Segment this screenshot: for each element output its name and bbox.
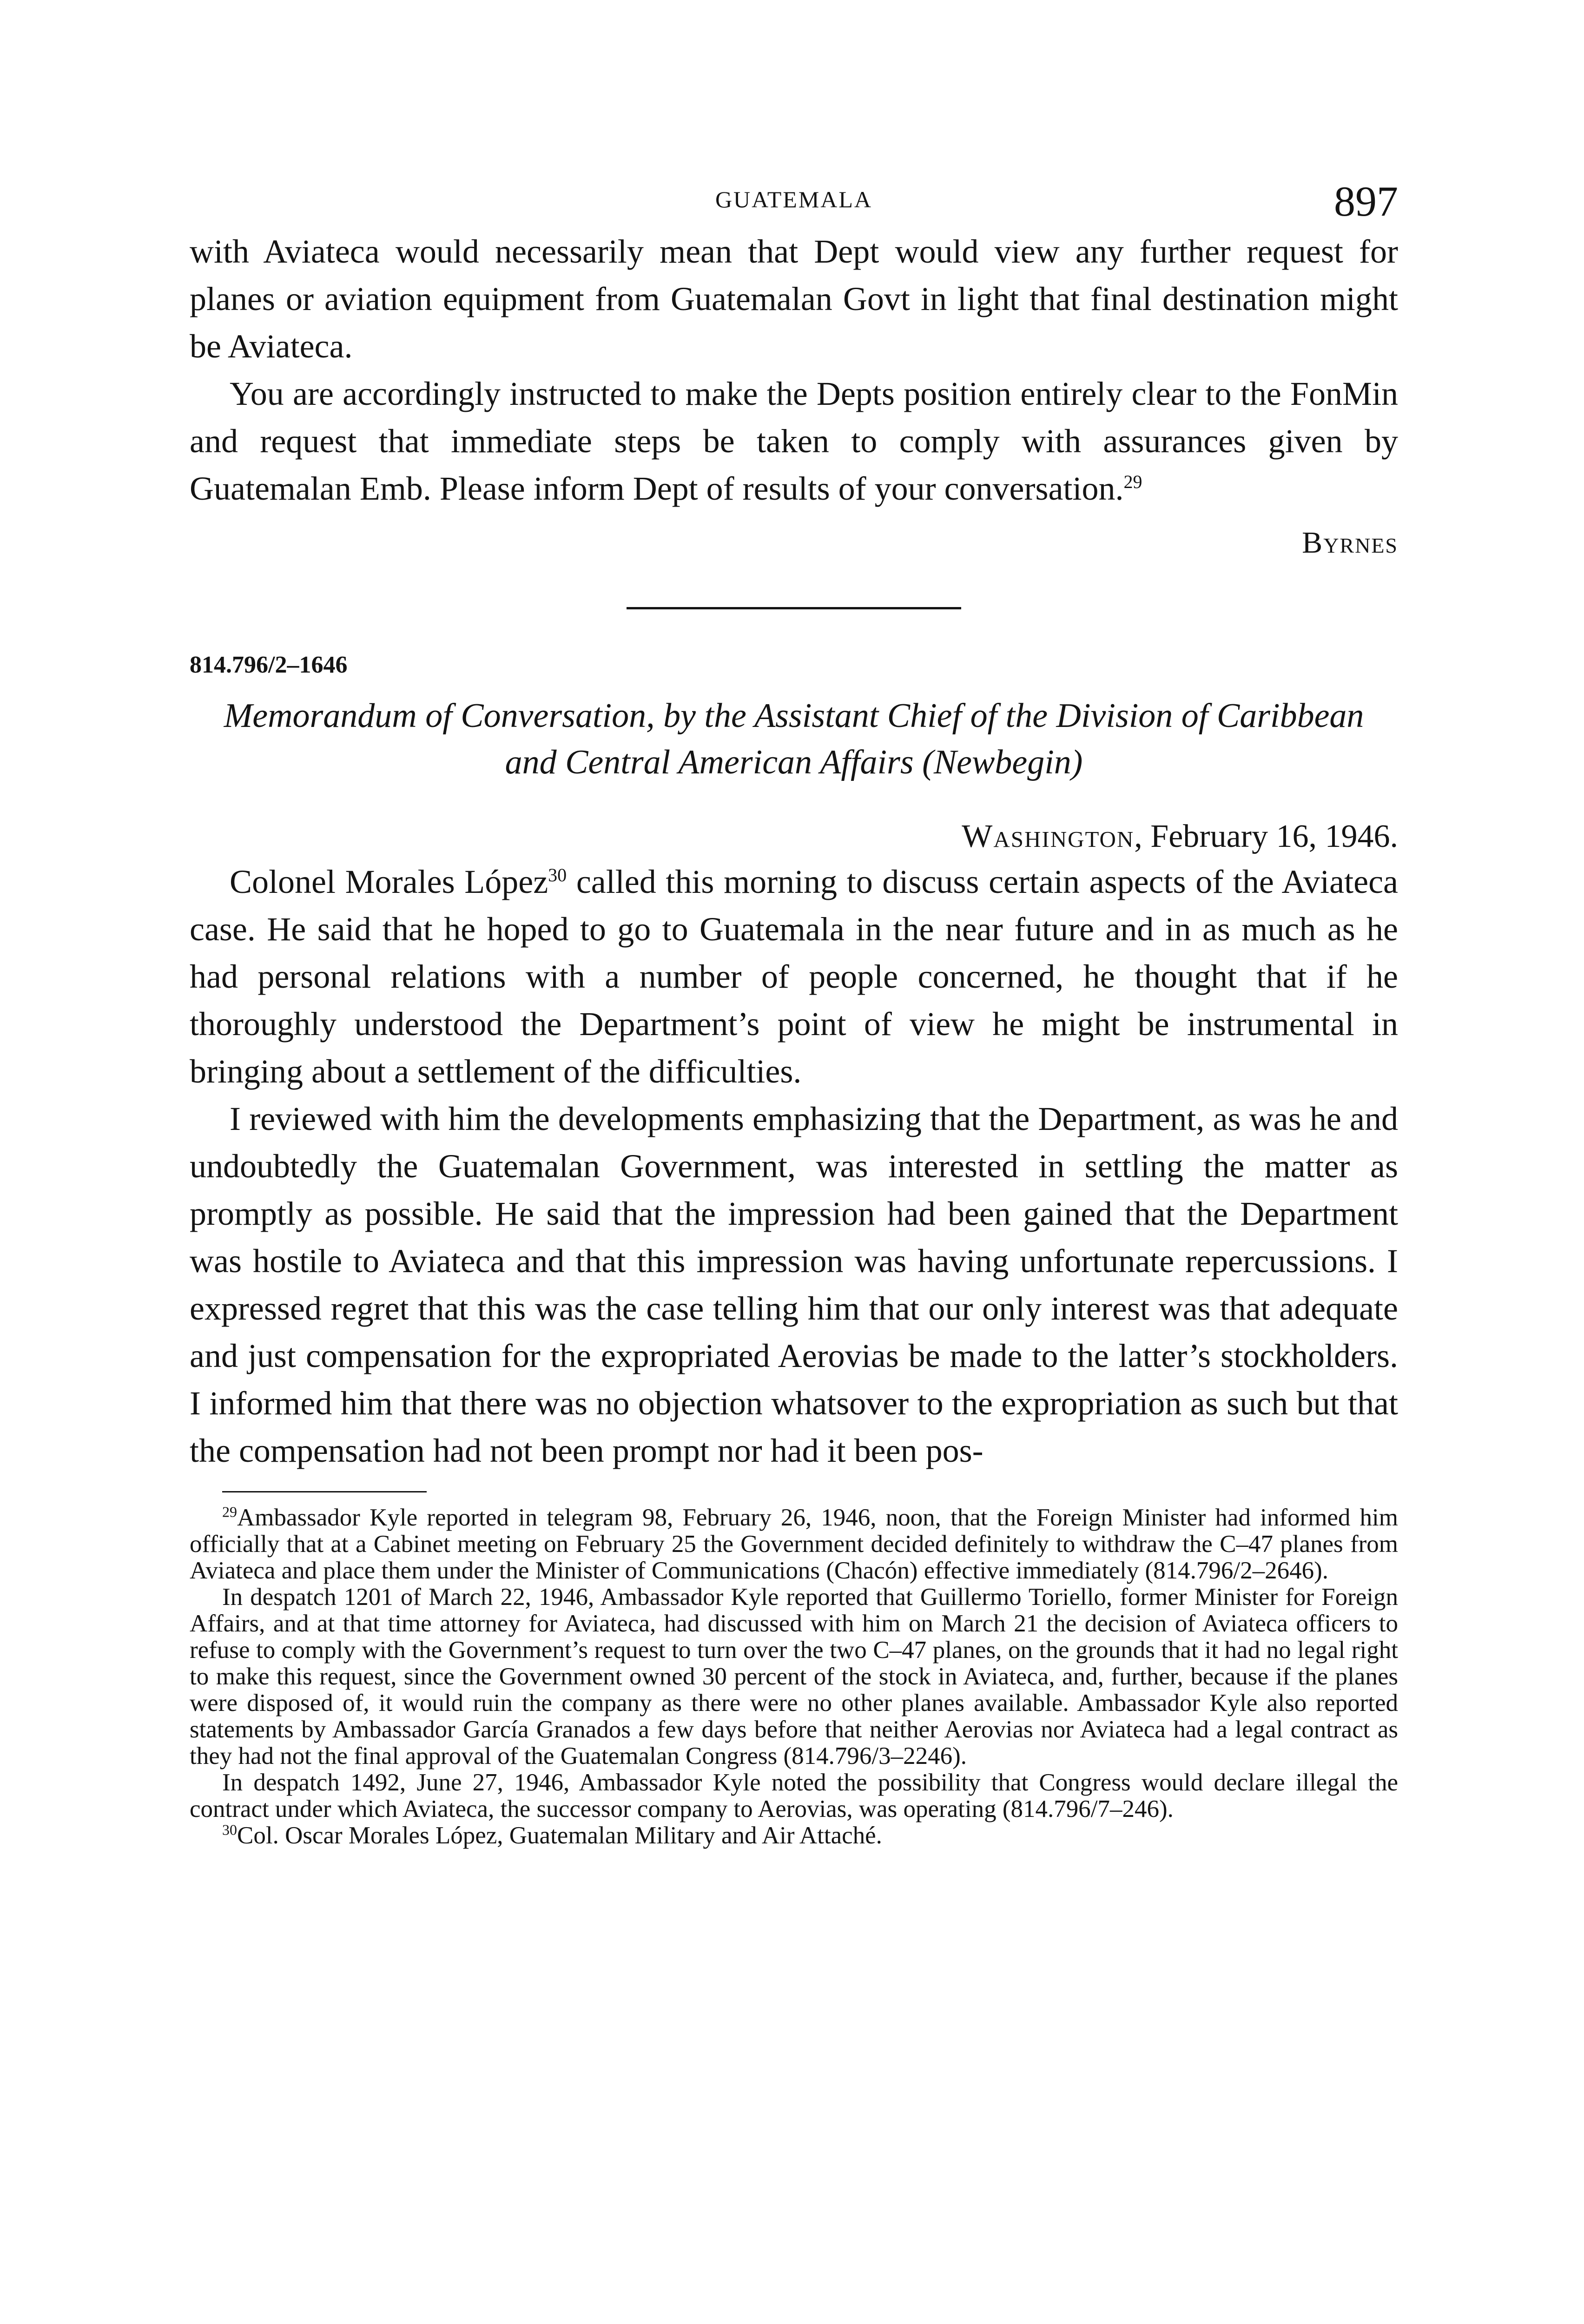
footnote-29-continued: In despatch 1492, June 27, 1946, Ambassador Kyle noted the possibility that Congress would declare illegal the contract under which Aviateca, the successor company to Aerovias, was operating (814.796/7–246). — [190, 1769, 1398, 1822]
page-number: 897 — [1334, 178, 1398, 225]
footnote-marker: 29 — [222, 1503, 237, 1520]
dateline-date: , February 16, 1946. — [1134, 819, 1398, 854]
running-head: GUATEMALA — [715, 186, 873, 212]
file-number: 814.796/2–1646 — [190, 652, 348, 678]
footnote-text: Col. Oscar Morales López, Guatemalan Military and Air Attaché. — [237, 1822, 882, 1849]
memo-body — [190, 858, 1398, 1474]
footnote-marker: 30 — [222, 1821, 237, 1838]
paragraph — [190, 370, 1398, 512]
paragraph: I reviewed with him the developments emphasizing that the Department, as was he and undoubtedly the Guatemalan Government, was interested in settling the matter as promptly as possible. He said that the impression had been gained that the Department was hostile to Aviateca and that this impression was having unfortunate repercussions. I expressed regret that this was the case telling him that our only interest was that adequate and just compensation for the expropriated Aerovias be made to the latter’s stockholders. I informed him that there was no objection whatsover to the expropriation as such but that the compensation had not been prompt nor had it been pos- — [190, 1100, 1398, 1469]
dateline — [190, 818, 1398, 855]
footnote-rule — [222, 1491, 427, 1492]
paragraph-text: called this morning to discuss certain aspects of the Aviateca case. He said that he hoped to go to Guatemala in the near future and in as much as he had personal relations with a number of people concerned, he thought that if he thoroughly understood the Department’s point of view he might be instrumental in bringing about a settlement of the difficulties. — [190, 863, 1398, 1090]
footnotes — [190, 1505, 1398, 1849]
section-divider — [627, 607, 961, 609]
document-page — [190, 177, 1398, 1849]
footnote-text: Ambassador Kyle reported in telegram 98, February 26, 1946, noon, that the Foreign Minister had informed him officially that at a Cabinet meeting on February 25 the Government decided definitely to withdraw the C–47 planes from Aviateca and place them under the Minister of Communications (Chacón) effective immediately (814.796/2–2646). — [190, 1504, 1398, 1584]
footnote-ref: 29 — [1123, 471, 1142, 492]
paragraph-text: Colonel Morales López — [230, 863, 548, 900]
footnote-29 — [190, 1505, 1398, 1584]
footnote-ref: 30 — [548, 865, 567, 885]
signature: Byrnes — [1302, 526, 1398, 560]
footnote-29-continued: In despatch 1201 of March 22, 1946, Ambassador Kyle reported that Guillermo Toriello, former Minister for Foreign Affairs, and at that time attorney for Aviateca, had discussed with him on March 21 the decision of Aviateca officers to refuse to comply with the Government’s request to turn over the two C–47 planes, on the grounds that it had no legal right to make this request, since the Government owned 30 percent of the stock in Aviateca, and, further, because if the planes were disposed of, it would ruin the company as there were no other planes available. Ambassador Kyle also reported statements by Ambassador García Granados a few days before that neither Aerovias nor Aviateca had a legal contract as they had not the final approval of the Guatemalan Congress (814.796/3–2246). — [190, 1584, 1398, 1769]
paragraph — [190, 858, 1398, 1095]
footnote-30 — [190, 1822, 1398, 1849]
document-title: Memorandum of Conversation, by the Assistant Chief of the Division of Caribbean and Central American Affairs (Newbegin) — [224, 697, 1364, 781]
dateline-place: Washington — [962, 819, 1135, 854]
paragraph: with Aviateca would necessarily mean that Dept would view any further request for planes or aviation equipment from Guatemalan Govt in light that final destination might be Aviateca. — [190, 233, 1398, 365]
page-header — [190, 177, 1398, 228]
prior-document-text — [190, 228, 1398, 512]
paragraph-text: You are accordingly instructed to make the Depts position entirely clear to the FonMin and request that immediate steps be taken to comply with assurances given by Guatemalan Emb. Please inform Dept of results of your conversation. — [190, 375, 1398, 507]
